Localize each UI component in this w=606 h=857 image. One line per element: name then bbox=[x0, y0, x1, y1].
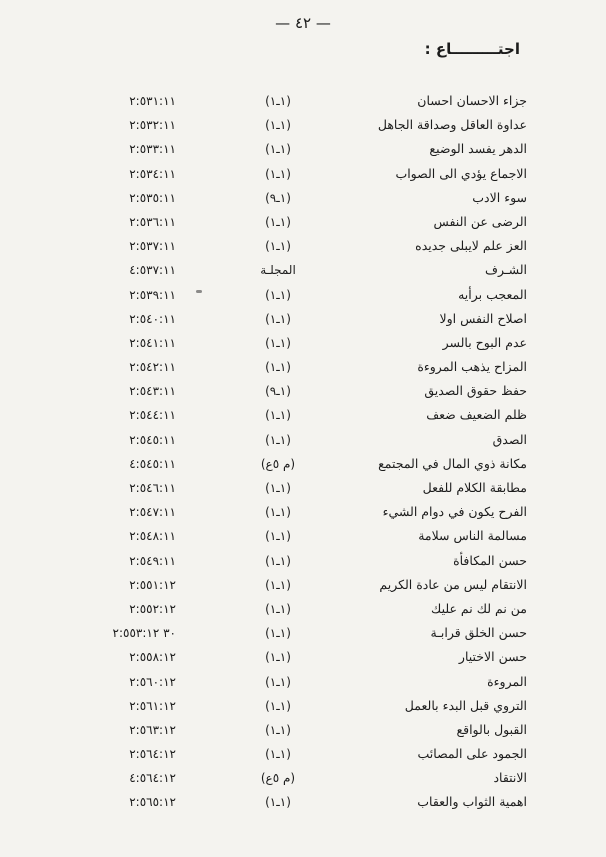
entry-row bbox=[0, 454, 606, 478]
entry-topic: المزاح يذهب المروءة bbox=[417, 359, 527, 375]
entry-source: (١ـ١) bbox=[265, 747, 291, 762]
entry-source: (١ـ٩) bbox=[265, 384, 291, 399]
entry-row bbox=[0, 381, 606, 405]
entry-row bbox=[0, 720, 606, 744]
scan-speck bbox=[196, 290, 202, 293]
entry-topic: القبول بالواقع bbox=[456, 721, 527, 737]
entry-source: (١ـ١) bbox=[265, 166, 291, 181]
entry-topic: حسن الخلق قرابـة bbox=[430, 625, 527, 641]
entry-topic: من نم لك نم عليك bbox=[431, 600, 527, 616]
entry-code: ٢:٥٤٤:١١ bbox=[129, 408, 176, 423]
entry-code: ٢:٥٤٦:١١ bbox=[129, 481, 176, 495]
entry-row bbox=[0, 260, 606, 284]
entry-source: (م ٥ع) bbox=[260, 771, 296, 786]
entry-topic: الاجماع يؤدي الى الصواب bbox=[395, 165, 527, 181]
entry-topic: الشـرف bbox=[485, 262, 527, 278]
entry-code: ٢:٥٣٤:١١ bbox=[129, 166, 176, 181]
entry-code: ٢:٥٤٣:١١ bbox=[129, 384, 176, 399]
entry-code: ٢:٥٦١:١٢ bbox=[129, 698, 176, 713]
page-number: — ٤٢ — bbox=[275, 14, 331, 32]
entry-topic: الرضى عن النفس bbox=[433, 213, 527, 229]
entry-source: (١ـ١) bbox=[265, 577, 291, 592]
entry-source: (١ـ١) bbox=[265, 698, 291, 713]
section-title: اجتـــــــــاع : bbox=[424, 40, 520, 58]
entry-topic: اهمية الثواب والعقاب bbox=[417, 794, 527, 810]
entry-topic: التروي قبل البدء بالعمل bbox=[404, 697, 527, 713]
entry-topic: عدم البوح بالسر bbox=[442, 334, 527, 350]
entry-code: ٢:٥٣٦:١١ bbox=[129, 214, 176, 229]
entry-topic: حسن الاختيار bbox=[458, 649, 527, 665]
entry-row bbox=[0, 188, 606, 212]
entry-source: (١ـ١) bbox=[265, 626, 291, 641]
entry-row bbox=[0, 599, 606, 623]
entry-source: (١ـ١) bbox=[265, 311, 291, 326]
entry-topic: مكانة ذوي المال في المجتمع bbox=[378, 455, 527, 471]
entry-code: ٢:٥٤٧:١١ bbox=[129, 505, 176, 520]
entry-source: (١ـ١) bbox=[265, 432, 291, 447]
entry-source: المجلـة bbox=[260, 263, 296, 278]
entry-topic: مطابقة الكلام للفعل bbox=[422, 480, 527, 495]
entry-topic: اصلاح النفس اولا bbox=[439, 310, 527, 326]
entry-topic: الفرح يكون في دوام الشيء bbox=[382, 504, 527, 520]
entry-row bbox=[0, 792, 606, 816]
entry-row bbox=[0, 91, 606, 115]
entry-topic: مسالمة الناس سلامة bbox=[418, 528, 527, 544]
entry-code: ٢:٥٤٩:١١ bbox=[129, 553, 176, 568]
entry-code: ٤:٥٣٧:١١ bbox=[129, 263, 176, 278]
entry-row bbox=[0, 164, 606, 188]
entry-source: (١ـ١) bbox=[265, 505, 291, 520]
entry-code: ٢:٥٤٢:١١ bbox=[129, 360, 176, 375]
entry-row bbox=[0, 696, 606, 720]
entry-code: ٢:٥٤٥:١١ bbox=[129, 432, 176, 447]
entry-row bbox=[0, 672, 606, 696]
entry-source: (١ـ١) bbox=[265, 674, 291, 689]
entry-code: ٢:٥٤٠:١١ bbox=[129, 311, 176, 326]
entry-row bbox=[0, 623, 606, 647]
entry-topic: حسن المكافأة bbox=[453, 552, 527, 568]
entry-code: ٢:٥٣٩:١١ bbox=[129, 287, 176, 302]
entry-source: (١ـ١) bbox=[265, 214, 291, 229]
entry-topic: الدهر يفسد الوضيع bbox=[429, 141, 527, 157]
entry-row bbox=[0, 478, 606, 502]
entry-code: ٤:٥٦٤:١٢ bbox=[129, 771, 176, 786]
entry-row bbox=[0, 575, 606, 599]
entry-topic: عداوة العاقل وصداقة الجاهل bbox=[377, 117, 527, 133]
entry-source: (١ـ١) bbox=[265, 553, 291, 568]
entry-source: (١ـ١) bbox=[265, 142, 291, 157]
entry-code: ٢:٥٤١:١١ bbox=[129, 335, 176, 350]
entry-row bbox=[0, 502, 606, 526]
entry-code: ٢:٥٥٢:١٢ bbox=[129, 601, 176, 616]
entry-source: (١ـ١) bbox=[265, 650, 291, 665]
entry-row bbox=[0, 285, 606, 309]
entry-row bbox=[0, 333, 606, 357]
entry-row bbox=[0, 115, 606, 139]
entry-code: ٢:٥٣١:١١ bbox=[129, 94, 176, 108]
entry-source: (١ـ١) bbox=[265, 94, 291, 108]
entry-source: (١ـ٩) bbox=[265, 190, 291, 205]
entry-topic: المروءة bbox=[487, 673, 527, 689]
entry-row bbox=[0, 744, 606, 768]
entry-row bbox=[0, 309, 606, 333]
entry-row bbox=[0, 430, 606, 454]
entry-source: (١ـ١) bbox=[265, 408, 291, 423]
entry-source: (١ـ١) bbox=[265, 335, 291, 350]
entry-topic: ظلم الضعيف ضعف bbox=[426, 407, 527, 423]
entry-row bbox=[0, 139, 606, 163]
entry-code: ٢:٥٤٨:١١ bbox=[129, 529, 176, 544]
entry-row bbox=[0, 647, 606, 671]
entry-topic: سوء الادب bbox=[472, 189, 527, 205]
entries-list bbox=[0, 91, 606, 817]
entry-code: ٢:٥٦٥:١٢ bbox=[129, 795, 176, 810]
entry-topic: العز علم لايبلى جديده bbox=[415, 238, 527, 254]
entry-code: ٢:٥٦٣:١٢ bbox=[129, 722, 176, 737]
entry-code: ٢:٥٥١:١٢ bbox=[129, 577, 176, 592]
entry-row bbox=[0, 236, 606, 260]
entry-topic: جزاء الاحسان احسان bbox=[417, 93, 527, 108]
entry-topic: الصدق bbox=[492, 431, 527, 447]
entry-source: (١ـ١) bbox=[265, 118, 291, 133]
entry-source: (١ـ١) bbox=[265, 239, 291, 254]
entry-source: (١ـ١) bbox=[265, 529, 291, 544]
entry-source: (١ـ١) bbox=[265, 795, 291, 810]
entry-code: ٢:٥٦٤:١٢ bbox=[129, 747, 176, 762]
entry-code: ٢:٥٣٢:١١ bbox=[129, 118, 176, 133]
entry-row bbox=[0, 768, 606, 792]
entry-source: (م ٥ع) bbox=[260, 456, 296, 471]
entry-row bbox=[0, 526, 606, 550]
entry-code: ٢:٥٣٣:١١ bbox=[129, 142, 176, 157]
entry-topic: حفظ حقوق الصديق bbox=[424, 383, 527, 399]
entry-row bbox=[0, 405, 606, 429]
entry-code: ٤:٥٤٥:١١ bbox=[129, 456, 176, 471]
entry-row bbox=[0, 357, 606, 381]
entry-topic: المعجب برأيه bbox=[458, 286, 527, 302]
entry-code: ٢:٥٣٥:١١ bbox=[129, 190, 176, 205]
entry-code: ٢:٥٣٧:١١ bbox=[129, 239, 176, 254]
entry-code: ٣٠ ٢:٥٥٣:١٢ bbox=[112, 626, 176, 641]
entry-code: ٢:٥٥٨:١٢ bbox=[129, 650, 176, 665]
entry-source: (١ـ١) bbox=[265, 287, 291, 302]
entry-source: (١ـ١) bbox=[265, 722, 291, 737]
entry-topic: الجمود على المصائب bbox=[417, 746, 527, 762]
entry-source: (١ـ١) bbox=[265, 360, 291, 375]
entry-row bbox=[0, 551, 606, 575]
entry-code: ٢:٥٦٠:١٢ bbox=[129, 674, 176, 689]
entry-topic: الانتقاد bbox=[493, 770, 527, 786]
entry-source: (١ـ١) bbox=[265, 601, 291, 616]
entry-row bbox=[0, 212, 606, 236]
entry-topic: الانتقام ليس من عادة الكريم bbox=[379, 576, 527, 592]
entry-source: (١ـ١) bbox=[265, 481, 291, 495]
